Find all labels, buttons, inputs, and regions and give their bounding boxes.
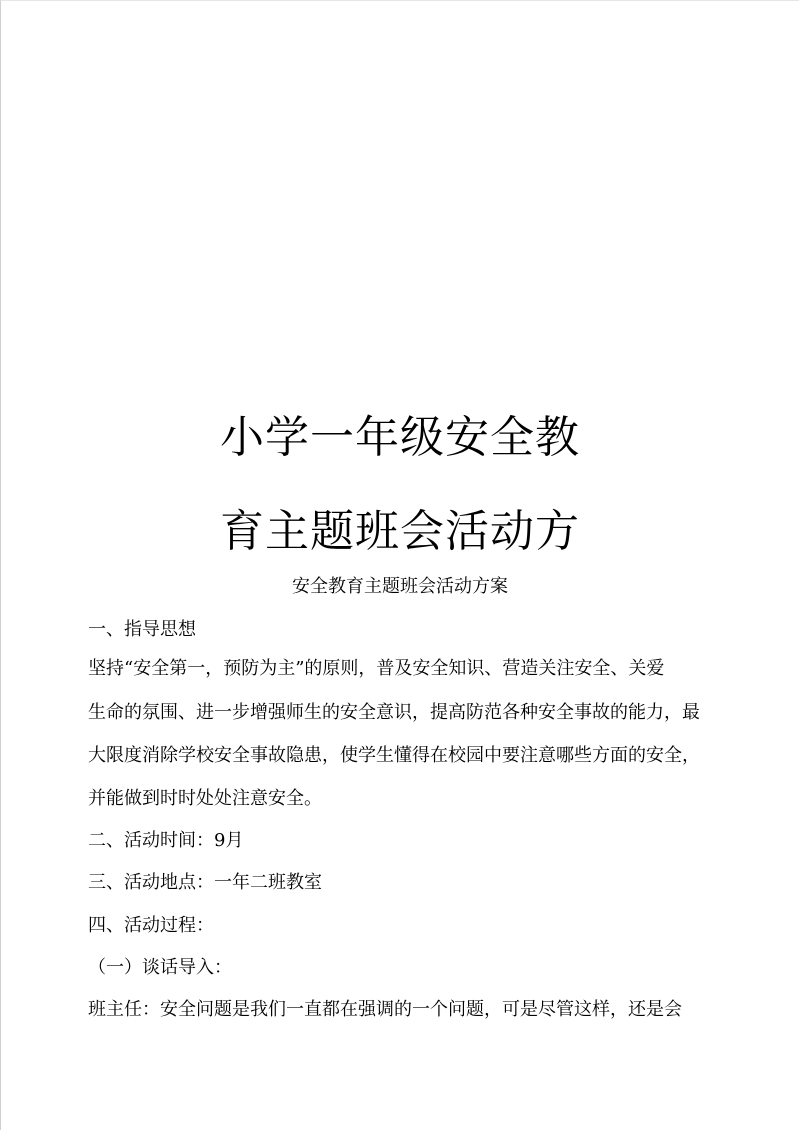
document-title-line-1: 小学一年级安全教 [220, 412, 580, 463]
document-title-line-2: 育主题班会活动方 [220, 506, 580, 557]
teacher-speech-line: 班主任：安全问题是我们一直都在强调的一个问题，可是尽管这样，还是会 [88, 999, 682, 1020]
section-heading-guiding: 一、指导思想 [88, 619, 196, 640]
subsection-heading-intro: （一）谈话导入： [88, 957, 232, 978]
guiding-paragraph-line-4: 并能做到时时处处注意安全。 [88, 788, 322, 809]
guiding-paragraph-line-1: 坚持“安全第一，预防为主”的原则，普及安全知识、营造关注安全、关爱 [88, 658, 665, 679]
section-activity-time: 二、活动时间：9月 [88, 830, 244, 851]
guiding-paragraph-line-2: 生命的氛围、进一步增强师生的安全意识，提高防范各种安全事故的能力，最 [88, 702, 700, 723]
guiding-paragraph-line-3: 大限度消除学校安全事故隐患，使学生懂得在校园中要注意哪些方面的安全， [88, 745, 700, 766]
section-heading-process: 四、活动过程： [88, 915, 214, 936]
document-subtitle: 安全教育主题班会活动方案 [292, 576, 508, 597]
section-activity-place: 三、活动地点：一年二班教室 [88, 872, 322, 893]
